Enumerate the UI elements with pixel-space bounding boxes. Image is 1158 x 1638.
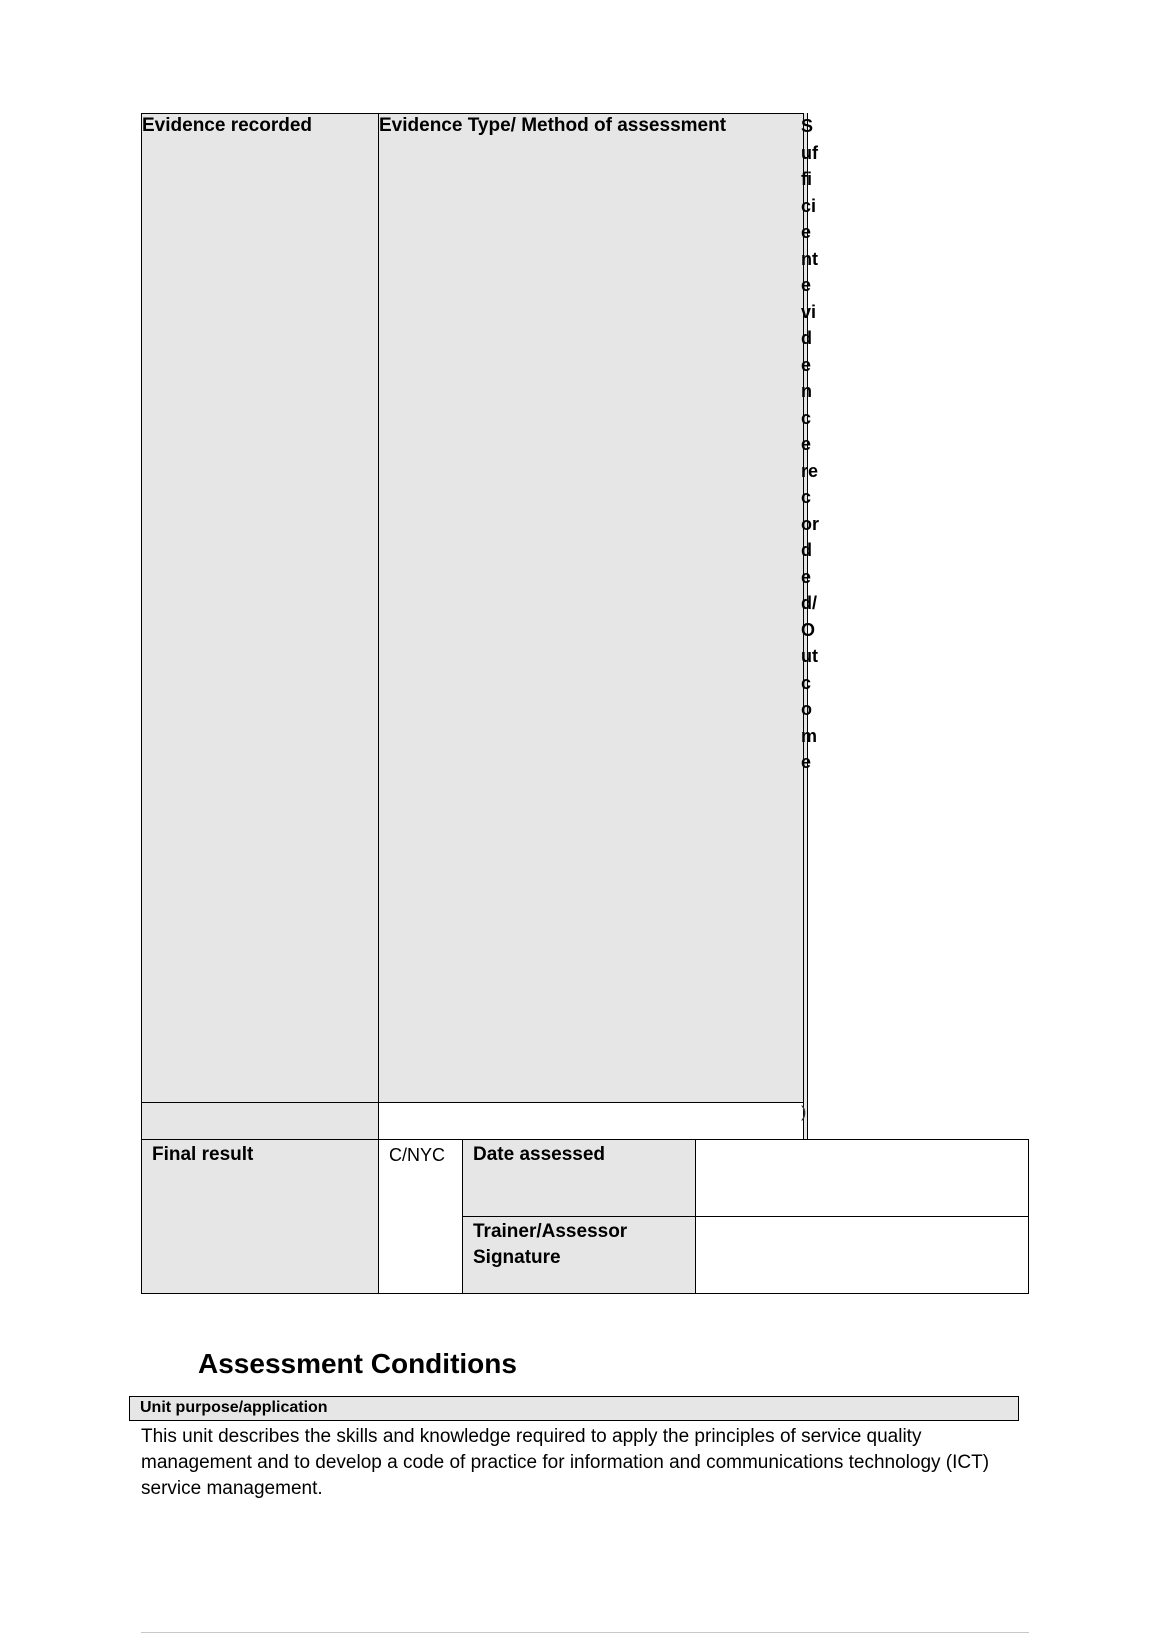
outcome-cell <box>378 1139 463 1294</box>
unit-purpose-text: This unit describes the skills and knowledge required to apply the principles of service quality management and to develop a code of practice for information and communications technology (ICT) service management. <box>141 1426 990 1499</box>
sufficient-evidence-header: Sufficient evidence recorded/Outcome <box>801 116 824 772</box>
signature-label: Trainer/Assessor Signature <box>473 1221 628 1268</box>
final-result-label-cell <box>141 1139 379 1294</box>
evidence-type-entry-cell <box>378 1102 807 1140</box>
evidence-recorded-header: Evidence recorded <box>142 115 313 136</box>
evidence-recorded-header-cell <box>141 113 379 1103</box>
evidence-type-header-cell <box>378 113 804 1103</box>
unit-purpose-label-bar <box>129 1396 1019 1421</box>
date-assessed-label-cell <box>462 1139 696 1217</box>
assessment-conditions-title: Assessment Conditions <box>198 1348 517 1379</box>
outcome-entry-tail: ) <box>801 1104 807 1121</box>
date-assessed-label: Date assessed <box>473 1144 606 1165</box>
final-result-label: Final result <box>152 1144 254 1165</box>
unit-purpose-label: Unit purpose/application <box>140 1399 328 1416</box>
evidence-type-header: Evidence Type/ Method of assessment <box>379 115 727 136</box>
signature-input-cell[interactable] <box>695 1216 1029 1294</box>
signature-label-cell <box>462 1216 696 1294</box>
date-assessed-input-cell[interactable] <box>695 1139 1029 1217</box>
outcome-options: C/NYC <box>389 1145 446 1165</box>
evidence-recorded-entry-cell <box>141 1102 379 1140</box>
footer-divider <box>141 1632 1029 1633</box>
